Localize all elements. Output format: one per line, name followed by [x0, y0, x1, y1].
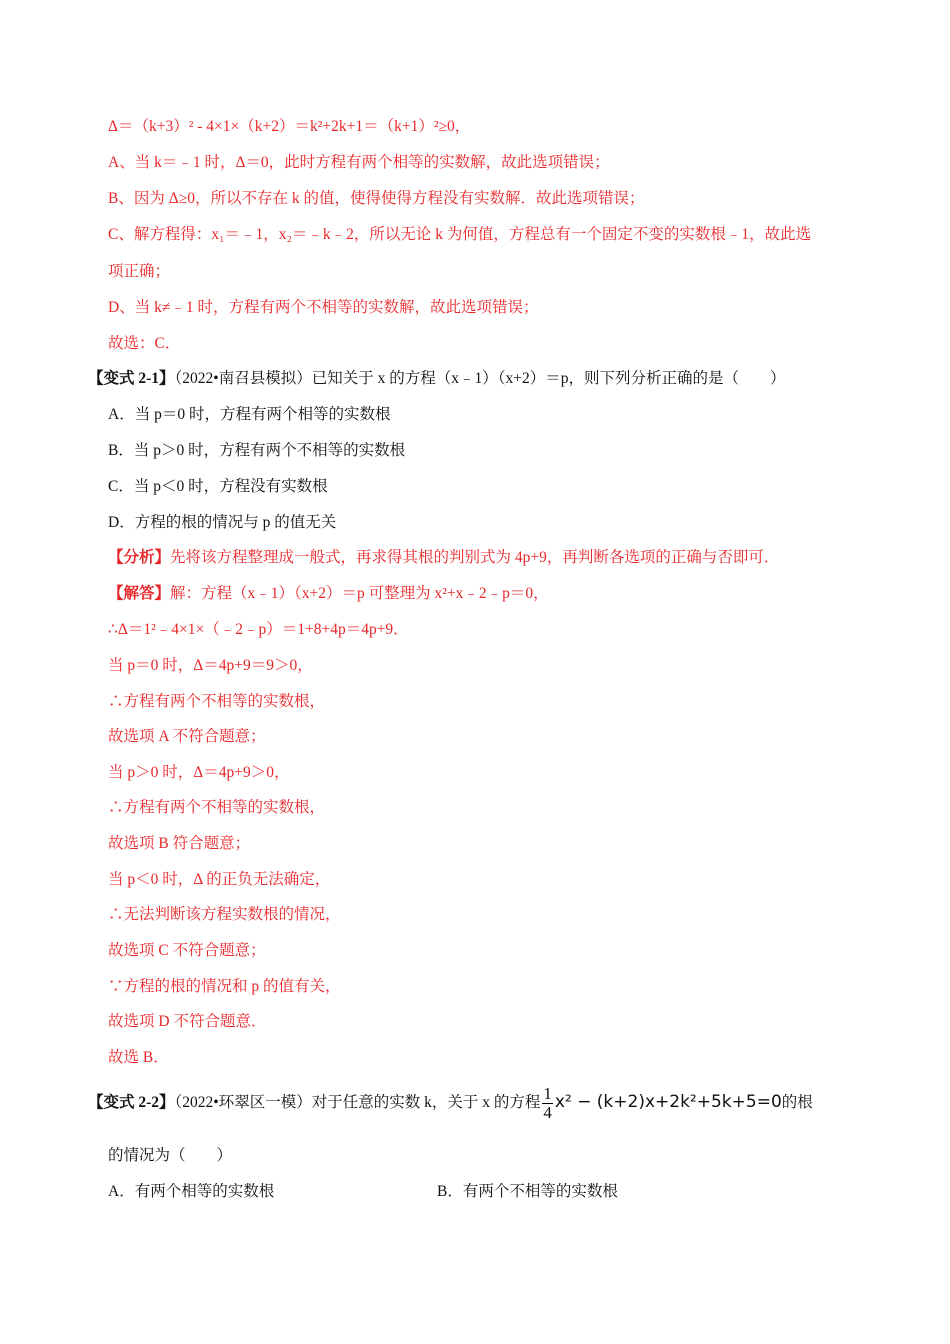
solution-line: 故选项 C 不符合题意； — [108, 942, 266, 959]
solution-line: ∴方程有两个不相等的实数根， — [108, 799, 326, 816]
question-stem: （2022•南召县模拟）已知关于 x 的方程（x﹣1）（x+2）＝p，则下列分析正确的是（ ） — [174, 370, 786, 387]
solution-line: 故选 B． — [108, 1049, 169, 1066]
solution-line: 当 p＞0 时，Δ＝4p+9＞0， — [108, 764, 290, 781]
analysis-tag: 【分析】 — [108, 549, 171, 566]
question-stem: （2022•环翠区一模）对于任意的实数 k，关于 x 的方程 — [174, 1094, 541, 1111]
option-b-analysis: B、因为 Δ≥0，所以不存在 k 的值，使得使得方程没有实数解．故此选项错误； — [108, 190, 645, 207]
option-c-analysis-part2: 项正确； — [108, 263, 171, 280]
analysis-text: 先将该方程整理成一般式，再求得其根的判别式为 4p+9，再判断各选项的正确与否即可． — [170, 549, 780, 566]
fraction-numerator: 1 — [543, 1083, 552, 1103]
fraction-denominator: 4 — [543, 1102, 552, 1122]
equation: x² − (k+2)x+2k²+5k+5=0 — [554, 1092, 782, 1112]
q22-option-b: B．有两个不相等的实数根 — [437, 1183, 618, 1200]
question-stem-continued: 的情况为（ ） — [108, 1147, 233, 1164]
q21-option-a: A．当 p＝0 时，方程有两个相等的实数根 — [108, 406, 391, 423]
solution-line: ∴方程有两个不相等的实数根， — [108, 693, 326, 710]
question-tag: 【变式 2-1】 — [88, 370, 175, 387]
solution-line: 当 p＜0 时，Δ 的正负无法确定， — [108, 871, 331, 888]
option-d-analysis: D、当 k≠﹣1 时，方程有两个不相等的实数解，故此选项错误； — [108, 299, 539, 316]
solution-line: ∵方程的根的情况和 p 的值有关， — [108, 978, 341, 995]
solution-line: 故选项 B 符合题意； — [108, 835, 251, 852]
solution-line: 解：方程（x﹣1）（x+2）＝p 可整理为 x²+x﹣2﹣p＝0， — [170, 585, 549, 602]
q22-option-a: A．有两个相等的实数根 — [108, 1183, 275, 1200]
delta-line: Δ＝（k+3）² ‑ 4×1×（k+2）＝k²+2k+1＝（k+1）²≥0， — [108, 118, 471, 135]
question-stem-tail: 的根 — [781, 1094, 813, 1111]
q21-solution-first — [108, 584, 549, 604]
solution-tag: 【解答】 — [108, 585, 171, 602]
solution-line: ∴Δ＝1²﹣4×1×（﹣2﹣p）＝1+8+4p＝4p+9． — [108, 621, 409, 638]
q21-analysis — [108, 548, 779, 568]
solution-line: 故选项 D 不符合题意． — [108, 1013, 267, 1030]
solution-line: ∴无法判断该方程实数根的情况， — [108, 906, 341, 923]
option-c-analysis-part1: C、解方程得：x₁＝﹣1，x₂＝﹣k﹣2，所以无论 k 为何值，方程总有一个固定不变的实数根﹣1，故此选 — [108, 226, 812, 243]
q21-option-c: C．当 p＜0 时，方程没有实数根 — [108, 478, 328, 495]
q21-option-d: D．方程的根的情况与 p 的值无关 — [108, 514, 337, 531]
solution-line: 当 p＝0 时，Δ＝4p+9＝9＞0， — [108, 657, 313, 674]
previous-answer: 故选：C． — [108, 335, 181, 352]
question-2-1 — [88, 369, 785, 389]
question-2-2 — [88, 1082, 813, 1123]
option-a-analysis: A、当 k＝﹣1 时，Δ＝0，此时方程有两个相等的实数解，故此选项错误； — [108, 154, 610, 171]
question-tag: 【变式 2-2】 — [88, 1094, 175, 1111]
fraction-one-quarter — [542, 1085, 553, 1122]
q21-option-b: B．当 p＞0 时，方程有两个不相等的实数根 — [108, 442, 406, 459]
solution-line: 故选项 A 不符合题意； — [108, 728, 266, 745]
